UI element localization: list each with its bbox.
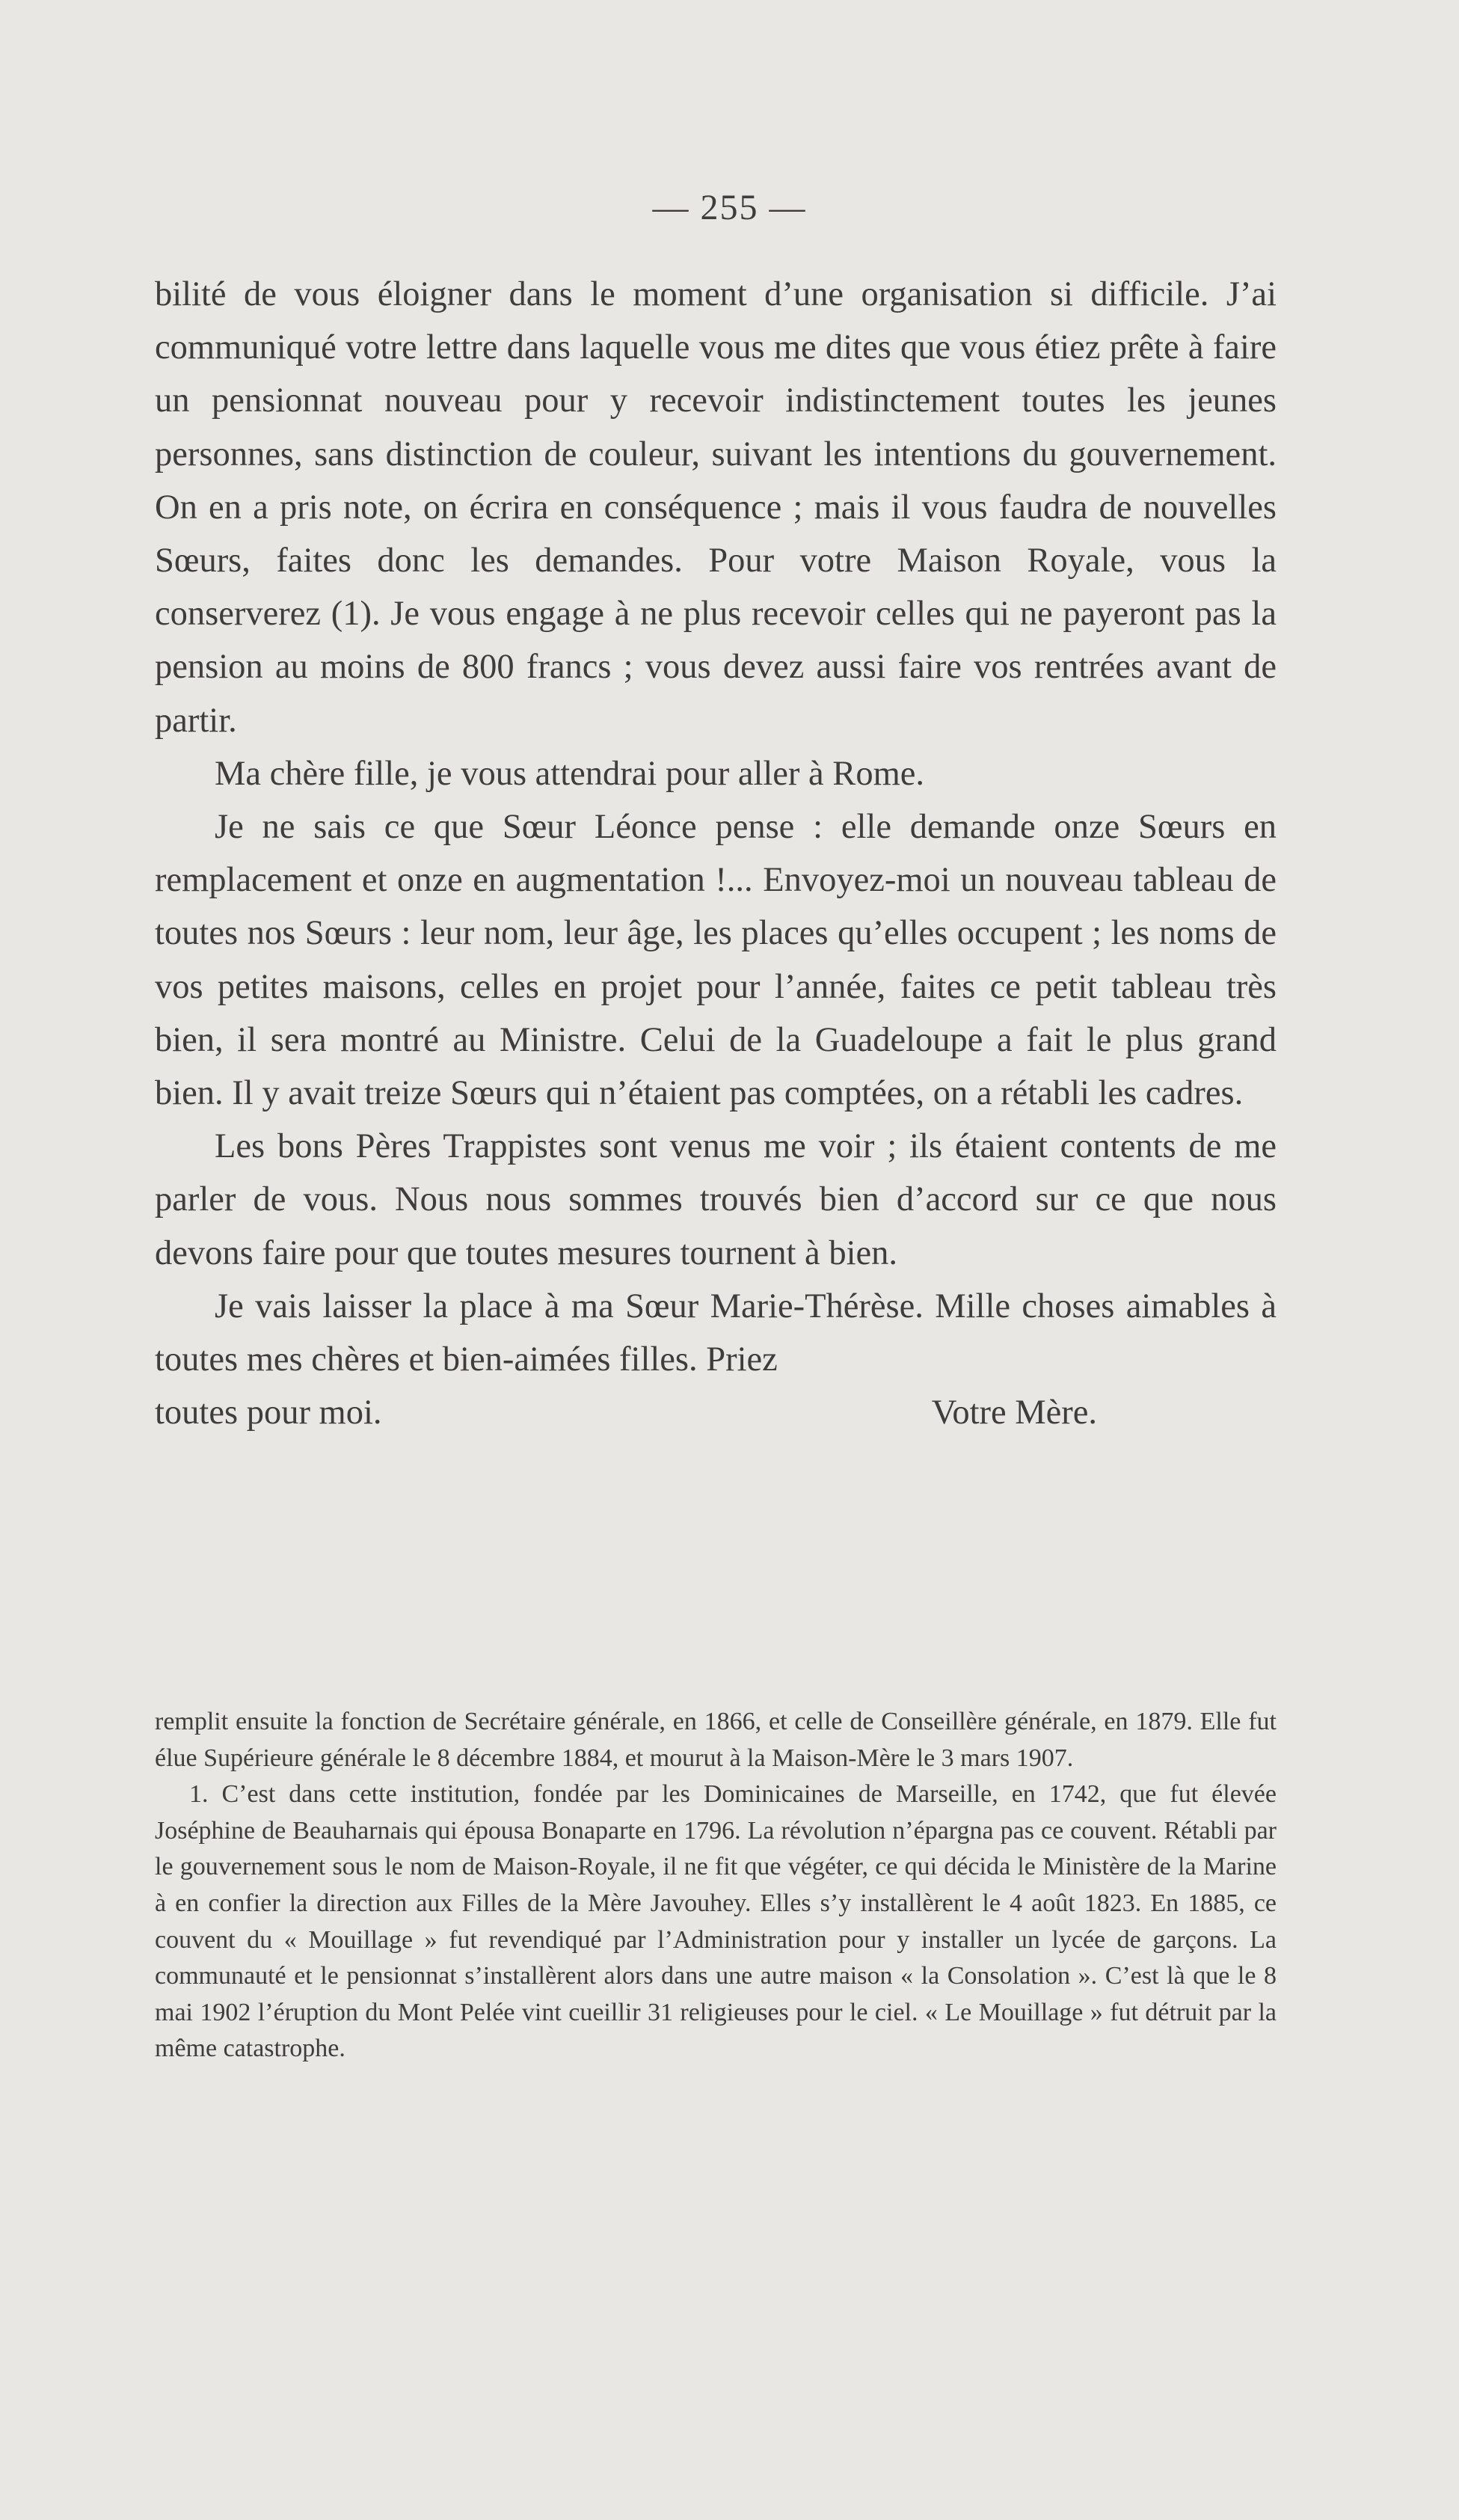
letter-paragraph: Je ne sais ce que Sœur Léonce pense : elle demande onze Sœurs en remplacement et onze en augmentation !... Envoyez-moi un nouveau tableau de toutes nos Sœurs : leur nom, leur âge, les places qu’elles occupent ; les noms de vos petites maisons, celles en projet pour l’année, faites ce petit tableau très bien, il sera montré au Ministre. Celui de la Guadeloupe a fait le plus grand bien. Il y avait treize Sœurs qui n’étaient pas comptées, on a rétabli les cadres.: [155, 808, 1277, 1113]
footnotes: [155, 1704, 1277, 2067]
letter-body: [155, 268, 1277, 1439]
footnote-continuation: remplit ensuite la fonction de Secrétaire générale, en 1866, et celle de Conseillère générale, en 1879. Elle fut élue Supérieure générale le 8 décembre 1884, et mourut à la Maison-Mère le 3 mars 1907.: [155, 1708, 1277, 1772]
closing-line: [155, 1386, 1277, 1439]
footnote-1: 1. C’est dans cette institution, fondée par les Dominicaines de Marseille, en 1742, que fut élevée Joséphine de Beauharnais qui épousa Bonaparte en 1796. La révolution n’épargna pas ce couvent. Rétabli par le gouvernement sous le nom de Maison-Royale, il ne fit que végéter, ce qui décida le Ministère de la Marine à en confier la direction aux Filles de la Mère Javouhey. Elles s’y installèrent le 4 août 1823. En 1885, ce couvent du « Mouillage » fut revendiqué par l’Administration pour y installer un lycée de garçons. La communauté et le pensionnat s’installèrent alors dans une autre maison « la Consolation ». C’est là que le 8 mai 1902 l’éruption du Mont Pelée vint cueillir 31 religieuses pour le ciel. « Le Mouillage » fut détruit par la même catastrophe.: [155, 1780, 1277, 2063]
letter-paragraph: Les bons Pères Trappistes sont venus me voir ; ils étaient contents de me parler de vous. Nous nous sommes trouvés bien d’accord sur ce que nous devons faire pour que toutes mesures tournent à bien.: [155, 1127, 1277, 1272]
signature: Votre Mère.: [931, 1394, 1097, 1432]
letter-paragraph: bilité de vous éloigner dans le moment d’une organisation si difficile. J’ai communiqué votre lettre dans laquelle vous me dites que vous étiez prête à faire un pensionnat nouveau pour y recevoir indistinctement toutes les jeunes personnes, sans distinction de couleur, suivant les intentions du gouvernement. On en a pris note, on écrira en conséquence ; mais il vous faudra de nouvelles Sœurs, faites donc les demandes. Pour votre Maison Royale, vous la conserverez (1). Je vous engage à ne plus recevoir celles qui ne payeront pas la pension au moins de 800 francs ; vous devez aussi faire vos rentrées avant de partir.: [155, 275, 1277, 740]
closing-text: toutes pour moi.: [155, 1394, 382, 1432]
letter-paragraph: Ma chère fille, je vous attendrai pour aller à Rome.: [215, 754, 925, 793]
page-number: — 255 —: [652, 188, 807, 227]
letter-paragraph: Je vais laisser la place à ma Sœur Marie-Thérèse. Mille choses aimables à toutes mes chères et bien-aimées filles. Priez: [155, 1287, 1277, 1379]
